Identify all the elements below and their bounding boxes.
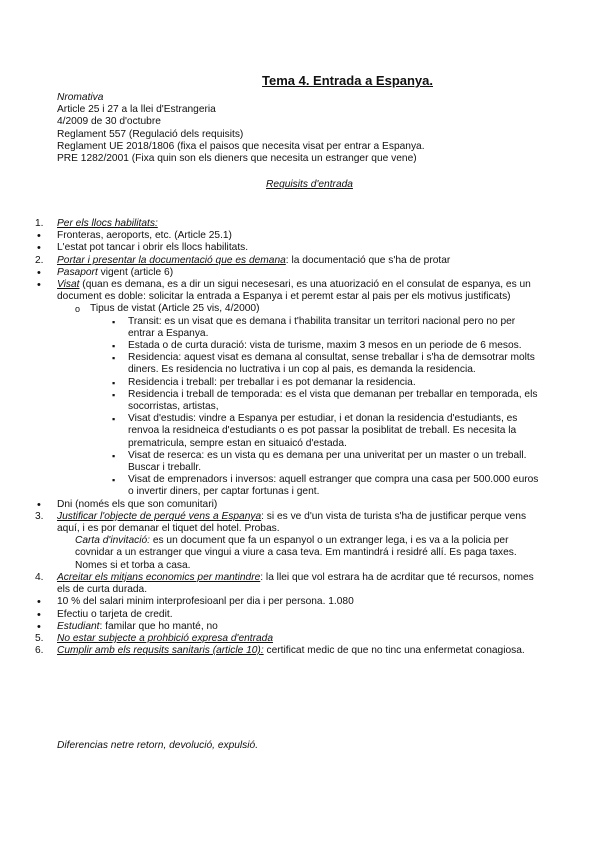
numbered-item: [0, 511, 599, 535]
square-bullet-icon: ▪: [112, 414, 116, 425]
bullet-icon: •: [37, 266, 41, 279]
numbered-item: [0, 633, 599, 645]
visa-type-item: [0, 352, 599, 376]
item-lead: Carta d'invitació:: [75, 535, 150, 547]
item-number: 4.: [35, 571, 44, 583]
footer-note: Diferencias netre retorn, devolució, expulsió.: [57, 740, 259, 751]
item-text: : la llei que vol estrara ha de acrditar que té recursos, nomes els de curta durada.: [57, 571, 534, 596]
numbered-item: [0, 218, 599, 230]
item-text: Tipus de vistat (Article 25 vis, 4/2000): [90, 303, 260, 315]
item-text: Visat d'estudis: vindre a Espanya per estudiar, i et donan la residencia d'estudiants, es renvoa la residneica d'estudiants o es pot passar la posiblitat de treball. Es necesita la prematricula, sempre estan en situaicó d'estada.: [128, 413, 518, 449]
item-text: Visat de reserca: es un vista qu es demana per una univeritat per un master o un treball. Buscar i treballr.: [128, 449, 527, 474]
numbered-item: [0, 572, 599, 596]
square-bullet-icon: ▪: [112, 377, 116, 388]
normativa-heading: Nromativa: [57, 92, 104, 103]
bullet-icon: •: [37, 608, 41, 621]
bullet-icon: •: [37, 498, 41, 511]
item-lead: Per els llocs habilitats:: [57, 218, 158, 229]
item-number: 6.: [35, 645, 44, 657]
bullet-item: [0, 609, 599, 621]
square-bullet-icon: ▪: [112, 353, 116, 364]
square-bullet-icon: ▪: [112, 341, 116, 352]
item-number: 2.: [35, 254, 44, 266]
square-bullet-icon: ▪: [112, 450, 116, 461]
item-number: 1.: [35, 218, 44, 229]
circle-bullet-icon: o: [75, 304, 81, 315]
item-lead: Estudiant: [57, 620, 100, 632]
requisits-heading: Requisits d'entrada: [266, 179, 353, 190]
circle-item: [0, 303, 599, 315]
item-text: Fronteras, aeroports, etc. (Article 25.1): [57, 230, 232, 242]
item-text: 10 % del salari minim interprofesioanl per dia i per persona. 1.080: [57, 596, 354, 608]
item-lead: No estar subjecte a prohbició expresa d'entrada: [57, 632, 274, 644]
item-lead: Portar i presentar la documentació que es demana: [57, 254, 286, 266]
bullet-item: [0, 242, 599, 254]
item-number: 5.: [35, 632, 44, 644]
bullet-icon: •: [37, 230, 41, 243]
numbered-item: [0, 255, 599, 267]
item-text: Dni (només els que son comunitari): [57, 498, 218, 510]
item-lead: Acreitar els mitjans economics per mantindre: [57, 571, 261, 583]
normativa-block: [57, 92, 557, 165]
item-lead: Cumplir amb els requsits sanitaris (article 10):: [57, 645, 264, 657]
bullet-icon: •: [37, 596, 41, 609]
item-text: Residencia i treball de temporada: es el vista que demanan per treballar en temporada, els socorristas, artistas,: [128, 388, 538, 413]
visa-type-item: [0, 340, 599, 352]
item-lead: Justificar l'objecte de perqué vens a Espanya: [57, 510, 262, 522]
normativa-line: Reglament 557 (Regulació dels requisits): [57, 128, 244, 140]
item-text: : la documentació que s'ha de protar: [285, 254, 451, 266]
item-text: (quan es demana, es a dir un sigui necesesari, es una atuorizació en el consulat de espanya, es un document es doble: solicitar la entrada a Espanya i et peremt estar al pais per els motivus justificats): [57, 279, 531, 303]
bullet-item: [0, 267, 599, 279]
normativa-line: 4/2009 de 30 d'octubre: [57, 116, 161, 128]
square-bullet-icon: ▪: [112, 316, 116, 327]
bullet-item: [0, 499, 599, 511]
item-number: 3.: [35, 510, 44, 522]
visa-type-item: [0, 377, 599, 389]
normativa-line: Article 25 i 27 a la llei d'Estrangeria: [57, 104, 216, 116]
bullet-item: [0, 279, 599, 303]
item-lead: Visat: [57, 279, 80, 291]
bullet-item: [0, 230, 599, 242]
item-text: Transit: es un visat que es demana i t'habilita transitar un territori nacional pero no per entrar a Espanya.: [128, 315, 516, 339]
item-text: Efectiu o tarjeta de credit.: [57, 608, 173, 620]
item-text: Estada o de curta duració: vista de turisme, maxim 3 mesos en un periode de 6 mesos.: [128, 340, 522, 352]
visa-type-item: [0, 474, 599, 498]
bullet-icon: •: [37, 279, 41, 292]
visa-type-item: [0, 450, 599, 474]
bullet-item: [0, 621, 599, 633]
bullet-icon: •: [37, 620, 41, 633]
numbered-item: [0, 645, 599, 657]
visa-type-item: [0, 389, 599, 413]
item-text: Residencia i treball: per treballar i es pot demanar la residencia.: [128, 376, 416, 388]
square-bullet-icon: ▪: [112, 389, 116, 400]
item-text: Visat de emprenadors i inversos: aquell estranger que compra una casa per 500.000 euros o invertir diners, per captar fortunas i gent.: [128, 474, 539, 498]
page-title: Tema 4. Entrada a Espanya.: [262, 73, 433, 88]
item-lead: Pasaport: [57, 266, 98, 278]
item-text: es un document que fa un espanyol o un extranger lega, i es va a la policia per covnidar a un estranger que vingui a viure a casa teva. Em mantindrá i residré allí. Es paga taxes. Nomes si et torba a casa.: [75, 535, 517, 571]
bullet-icon: •: [37, 242, 41, 255]
paragraph-item: [0, 535, 599, 572]
item-text: : si es ve d'un vista de turista s'ha de justificar perque vens aquí, i es por demanar el tiquet del hotel. Probas.: [57, 510, 527, 535]
normativa-line: Reglament UE 2018/1806 (fixa el paisos que necesita visat per entrar a Espanya.: [57, 140, 425, 152]
bullet-item: [0, 596, 599, 608]
visa-type-item: [0, 316, 599, 340]
visa-type-item: [0, 413, 599, 450]
item-text: L'estat pot tancar i obrir els llocs habilitats.: [57, 242, 249, 254]
normativa-line: PRE 1282/2001 (Fixa quin son els dieners que necesita un estranger que vene): [57, 153, 417, 165]
requirements-list: [0, 218, 599, 657]
item-text: vigent (article 6): [97, 266, 174, 278]
item-text: Residencia: aquest visat es demana al consultat, sense treballar i s'ha de demsotrar molts diners. Es residencia no luctrativa i un cop al pais, es demanda la residencia.: [128, 352, 535, 376]
square-bullet-icon: ▪: [112, 475, 116, 486]
item-text: certificat medic de que no tinc una enfermetat conagiosa.: [263, 645, 525, 657]
item-text: : familar que ho manté, no: [99, 620, 218, 632]
